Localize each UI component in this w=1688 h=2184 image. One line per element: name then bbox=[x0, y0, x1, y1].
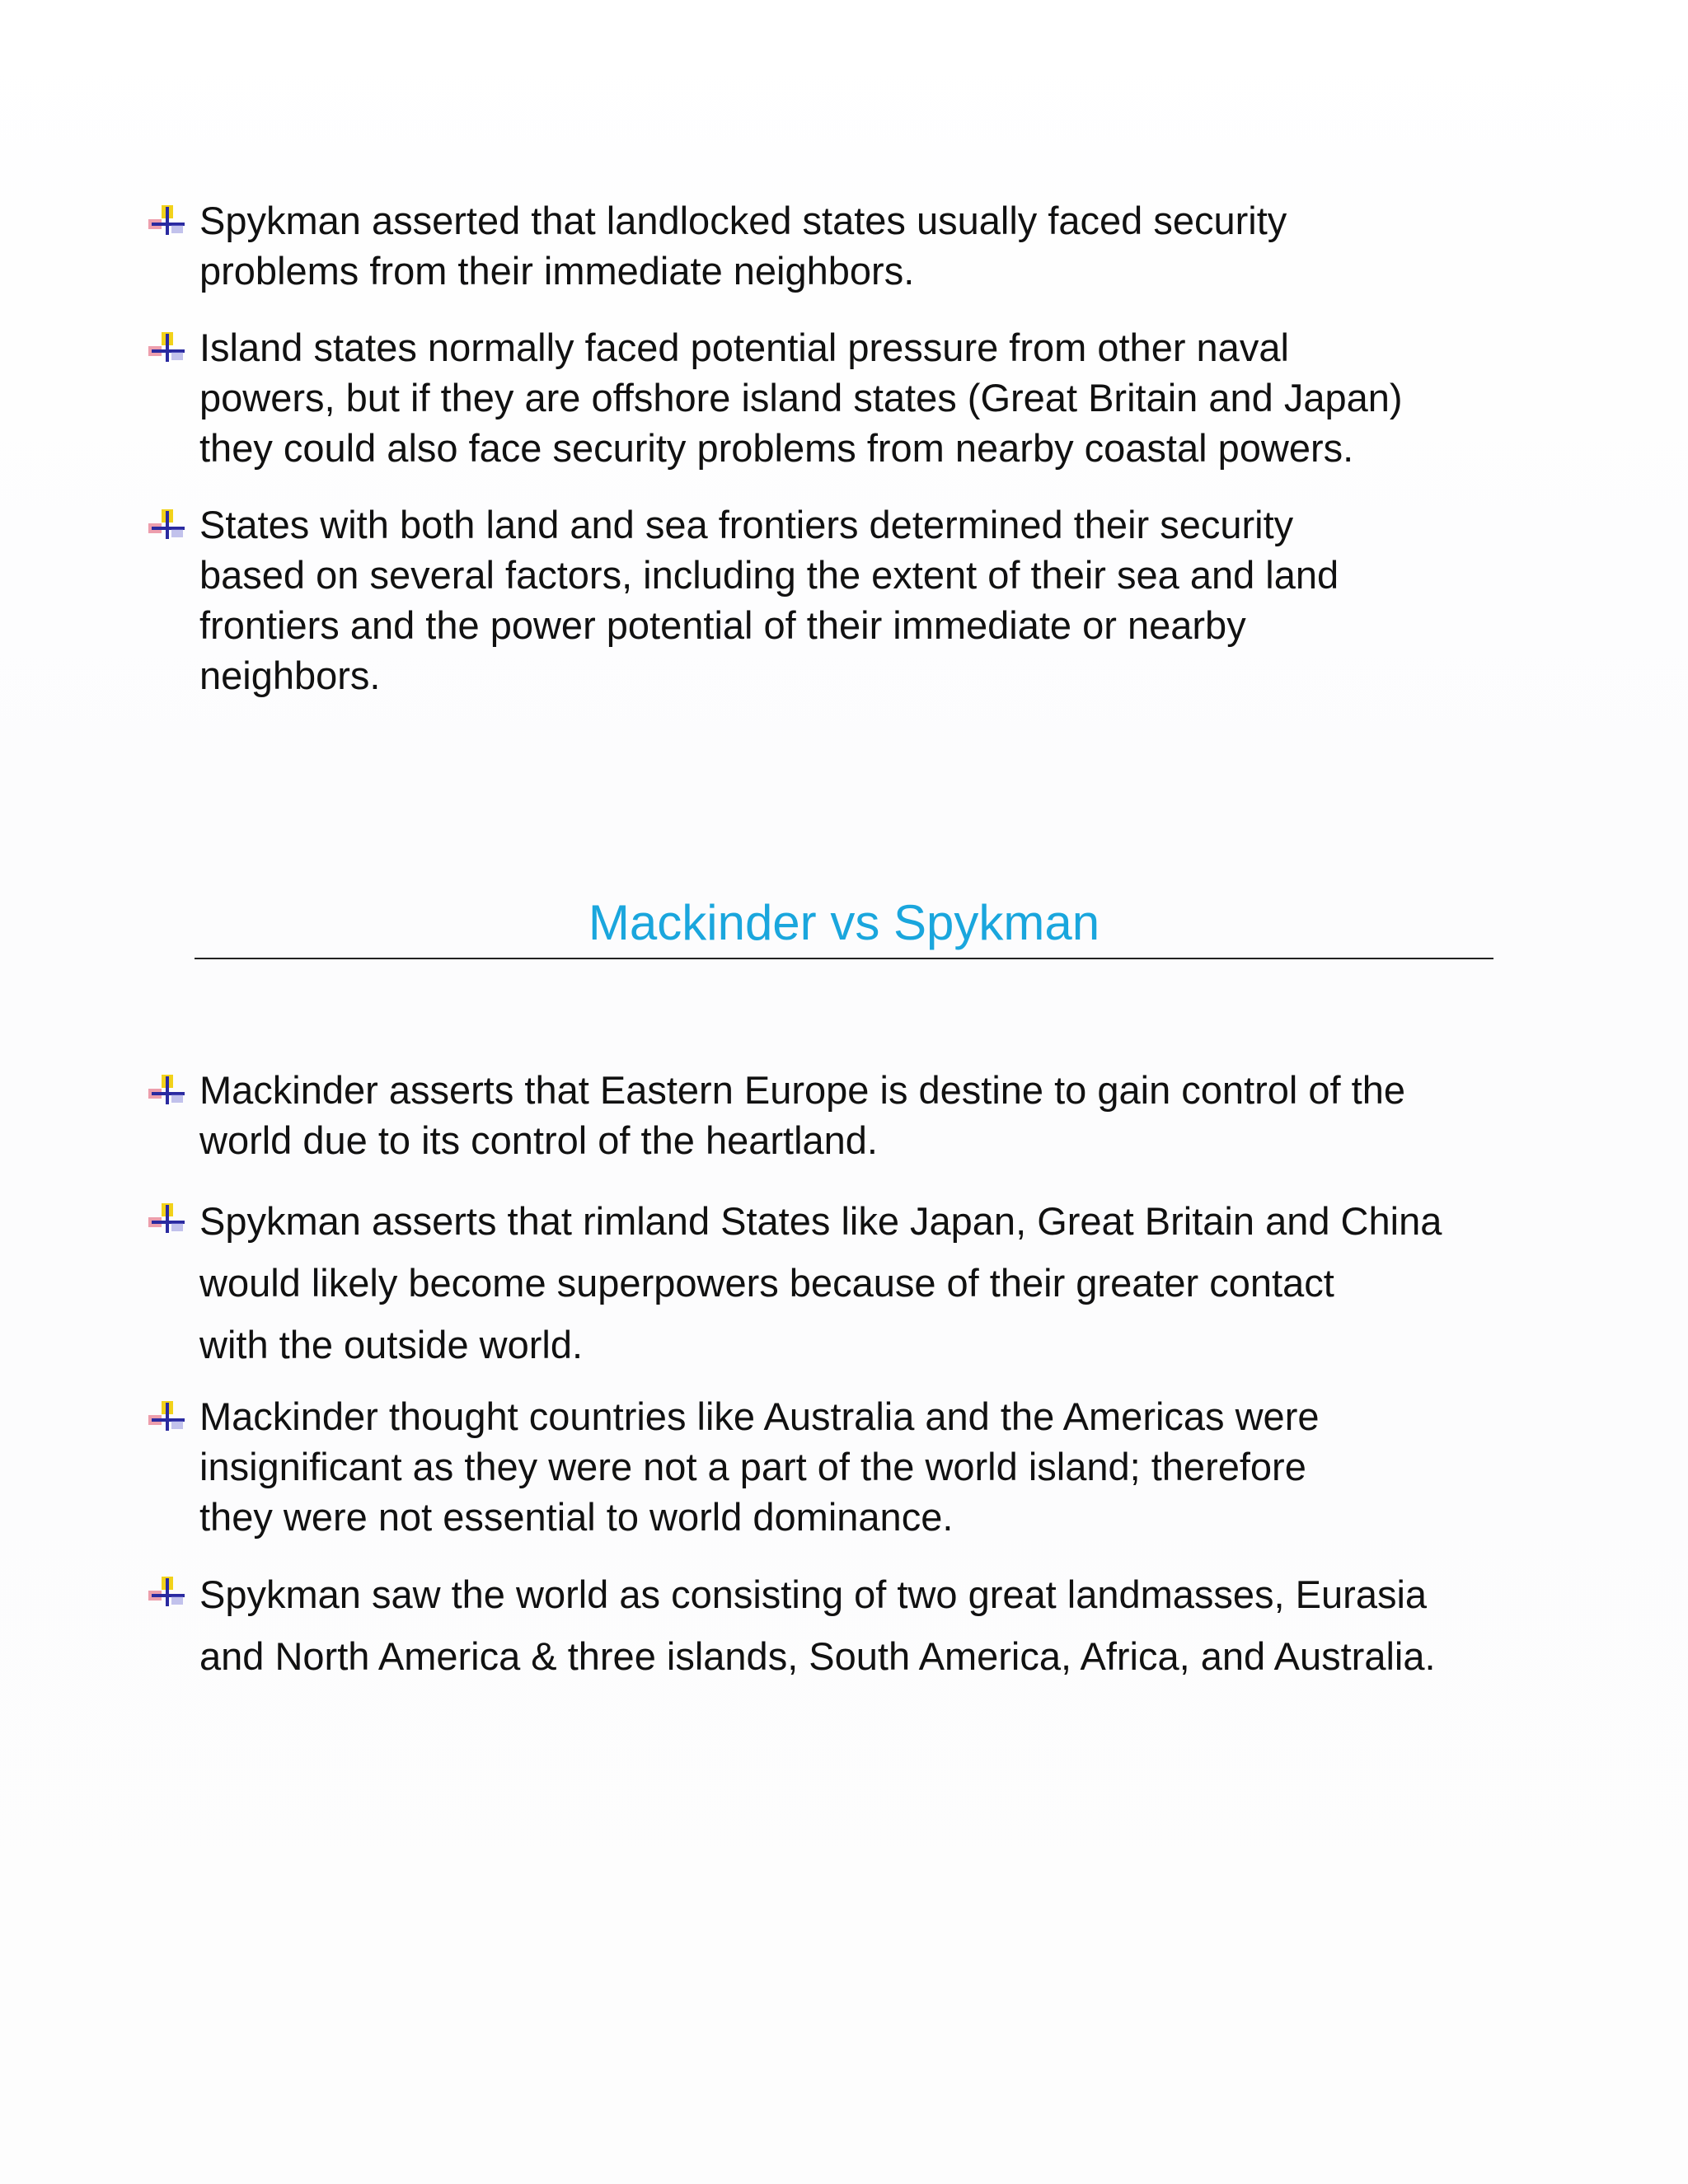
bullet-line: powers, but if they are offshore island states (Great Britain and Japan) bbox=[199, 376, 1403, 419]
bullet-line: and North America & three islands, South America, Africa, and Australia. bbox=[199, 1634, 1436, 1678]
bullet-line: Mackinder thought countries like Australia and the Americas were bbox=[199, 1394, 1320, 1438]
bullet-line: they could also face security problems from nearby coastal powers. bbox=[199, 426, 1354, 470]
bullet-list-spykman-security bbox=[0, 195, 1688, 701]
bullet-line: frontiers and the power potential of their immediate or nearby bbox=[199, 603, 1246, 647]
heading-underline-divider bbox=[195, 958, 1493, 959]
plus-cross-bullet-icon bbox=[148, 1075, 186, 1106]
plus-cross-bullet-icon bbox=[148, 205, 186, 237]
bullet-line: Mackinder asserts that Eastern Europe is destine to gain control of the bbox=[199, 1068, 1406, 1112]
plus-cross-bullet-icon bbox=[148, 332, 186, 363]
list-item bbox=[0, 195, 1510, 296]
bullet-line: would likely become superpowers because of their greater contact bbox=[199, 1261, 1334, 1305]
plus-cross-bullet-icon bbox=[148, 1401, 186, 1432]
section-heading: Mackinder vs Spykman bbox=[588, 895, 1100, 950]
list-item bbox=[0, 1563, 1510, 1687]
plus-cross-bullet-icon bbox=[148, 509, 186, 541]
plus-cross-bullet-icon bbox=[148, 1203, 186, 1235]
bullet-line: neighbors. bbox=[199, 654, 381, 697]
list-item bbox=[0, 1190, 1510, 1376]
list-item bbox=[0, 322, 1510, 473]
bullet-line: they were not essential to world dominance. bbox=[199, 1495, 954, 1539]
bullet-line: world due to its control of the heartland. bbox=[199, 1118, 878, 1162]
bullet-list-mackinder-vs-spykman bbox=[0, 1065, 1688, 1687]
bullet-line: States with both land and sea frontiers determined their security bbox=[199, 503, 1294, 546]
list-item bbox=[0, 1065, 1510, 1165]
bullet-line: Island states normally faced potential pressure from other naval bbox=[199, 326, 1289, 369]
list-item bbox=[0, 1391, 1510, 1542]
plus-cross-bullet-icon bbox=[148, 1577, 186, 1608]
bullet-line: Spykman asserted that landlocked states usually faced security bbox=[199, 199, 1287, 242]
bullet-line: insignificant as they were not a part of the world island; therefore bbox=[199, 1445, 1306, 1488]
bullet-line: Spykman asserts that rimland States like Japan, Great Britain and China bbox=[199, 1199, 1442, 1243]
bullet-line: problems from their immediate neighbors. bbox=[199, 249, 915, 293]
bullet-line: with the outside world. bbox=[199, 1323, 584, 1366]
bullet-line: Spykman saw the world as consisting of two great landmasses, Eurasia bbox=[199, 1572, 1428, 1616]
list-item bbox=[0, 499, 1510, 701]
bullet-line: based on several factors, including the extent of their sea and land bbox=[199, 553, 1339, 597]
